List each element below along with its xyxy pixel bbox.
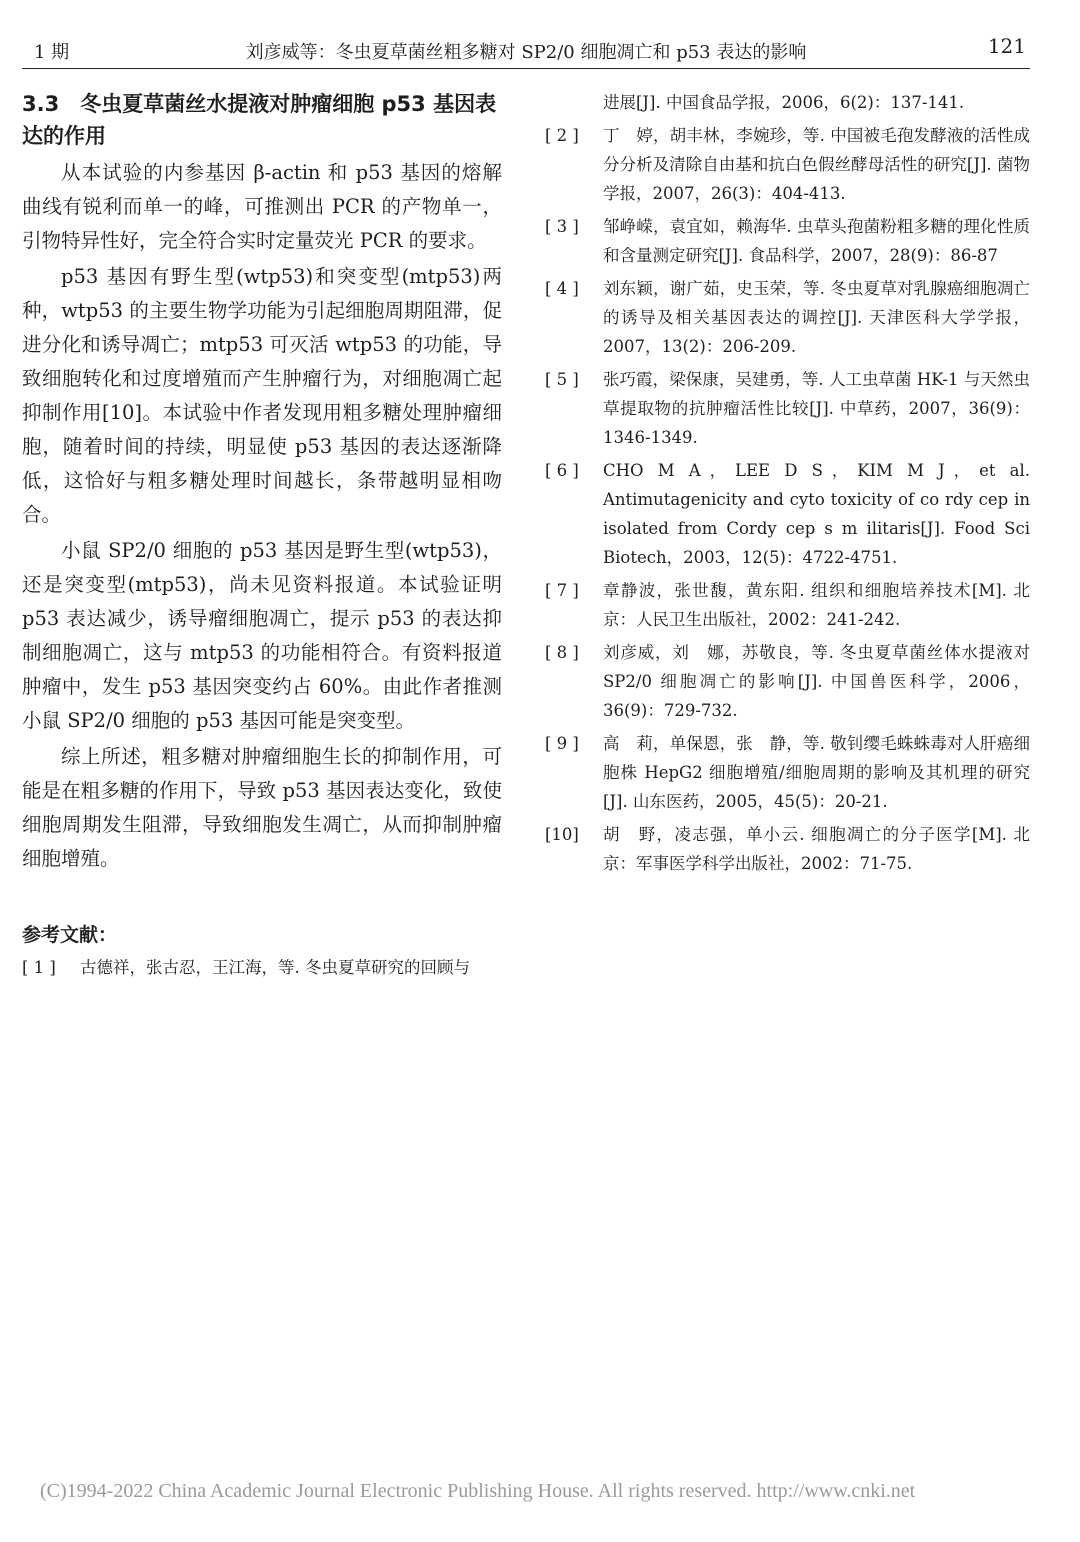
running-title: 刘彦威等：冬虫夏草菌丝粗多糖对 SP2/0 细胞凋亡和 p53 表达的影响 xyxy=(245,42,807,63)
reference-text: CHO M A，LEE D S，KIM M J，et al. Antimutagenicity and cyto toxicity of co rdy cep in isolated from Cordy cep s m ilitaris[J]. Food Sci Biotech，2003，12(5)：4722-4751. xyxy=(603,461,1030,567)
references-heading: 参考文献： xyxy=(22,924,118,946)
reference-text: 章静波，张世馥，黄东阳. 组织和细胞培养技术[M]. 北京：人民卫生出版社，2002：241-242. xyxy=(603,581,1030,629)
right-column xyxy=(545,88,1030,882)
reference-number: [ 5 ] xyxy=(545,370,579,389)
reference-text: 刘东颖，谢广茹，史玉荣，等. 冬虫夏草对乳腺癌细胞凋亡的诱导及相关基因表达的调控[J]. 天津医科大学学报，2007，13(2)：206-209. xyxy=(603,279,1030,356)
reference-text: 胡 野，凌志强，单小云. 细胞凋亡的分子医学[M]. 北京：军事医学科学出版社，2002：71-75. xyxy=(603,825,1030,873)
page-number: 121 xyxy=(987,34,1026,58)
reference-item xyxy=(545,638,1030,725)
reference-text: 刘彦威，刘 娜，苏敬良，等. 冬虫夏草菌丝体水提液对 SP2/0 细胞凋亡的影响[J]. 中国兽医科学，2006，36(9)：729-732. xyxy=(603,643,1030,720)
reference-text: 古德祥，张古忍，王江海，等. 冬虫夏草研究的回顾与 xyxy=(80,958,470,977)
reference-number: [ 1 ] xyxy=(22,958,56,977)
running-header xyxy=(22,28,1030,69)
reference-item xyxy=(545,212,1030,270)
reference-item xyxy=(22,953,502,982)
left-column xyxy=(22,88,502,986)
reference-text: 丁 婷，胡丰林，李婉珍，等. 中国被毛孢发酵液的活性成分分析及清除自由基和抗白色假丝酵母活性的研究[J]. 菌物学报，2007，26(3)：404-413. xyxy=(603,126,1030,203)
reference-number: [ 6 ] xyxy=(545,461,579,480)
body-paragraph: p53 基因有野生型(wtp53)和突变型(mtp53)两种，wtp53 的主要生物学功能为引起细胞周期阻滞，促进分化和诱导凋亡；mtp53 可灭活 wtp53 的功能，导致细胞转化和过度增殖而产生肿瘤行为，对细胞凋亡起抑制作用[10]。本试验中作者发现用粗多糖处理肿瘤细胞，随着时间的持续，明显使 p53 基因的表达逐渐降低，这恰好与粗多糖处理时间越长，条带越明显相吻合。 xyxy=(22,265,502,526)
reference-item xyxy=(545,365,1030,452)
reference-number: [ 7 ] xyxy=(545,581,579,600)
copyright-footer: (C)1994-2022 China Academic Journal Electronic Publishing House. All rights reserved. http://www.cnki.net xyxy=(40,1480,916,1502)
reference-item xyxy=(545,820,1030,878)
reference-number: [ 4 ] xyxy=(545,279,579,298)
body-paragraph: 小鼠 SP2/0 细胞的 p53 基因是野生型(wtp53)，还是突变型(mtp53)，尚未见资料报道。本试验证明 p53 表达减少，诱导瘤细胞凋亡，提示 p53 的表达抑制细胞凋亡，这与 mtp53 的功能相符合。有资料报道肿瘤中，发生 p53 基因突变约占 60%。由此作者推测小鼠 SP2/0 细胞的 p53 基因可能是突变型。 xyxy=(22,539,502,732)
reference-number: [ 3 ] xyxy=(545,217,579,236)
section-heading: 3.3 冬虫夏草菌丝水提液对肿瘤细胞 p53 基因表达的作用 xyxy=(22,92,497,148)
reference-item xyxy=(545,456,1030,572)
issue-number: 1 期 xyxy=(34,42,70,63)
body-paragraph: 从本试验的内参基因 β-actin 和 p53 基因的熔解曲线有锐利而单一的峰，可推测出 PCR 的产物单一，引物特异性好，完全符合实时定量荧光 PCR 的要求。 xyxy=(22,161,502,252)
reference-continuation: 进展[J]. 中国食品学报，2006，6(2)：137-141. xyxy=(603,93,965,112)
reference-number: [ 9 ] xyxy=(545,734,579,753)
reference-item xyxy=(545,729,1030,816)
reference-number: [10] xyxy=(545,825,579,844)
reference-number: [ 2 ] xyxy=(545,126,579,145)
reference-text: 邹峥嵘，袁宜如，赖海华. 虫草头孢菌粉粗多糖的理化性质和含量测定研究[J]. 食品科学，2007，28(9)：86-87 xyxy=(603,217,1030,265)
reference-text: 张巧霞，梁保康，吴建勇，等. 人工虫草菌 HK-1 与天然虫草提取物的抗肿瘤活性比较[J]. 中草药，2007，36(9)：1346-1349. xyxy=(603,370,1030,447)
body-paragraph: 综上所述，粗多糖对肿瘤细胞生长的抑制作用，可能是在粗多糖的作用下，导致 p53 基因表达变化，致使细胞周期发生阻滞，导致细胞发生凋亡，从而抑制肿瘤细胞增殖。 xyxy=(22,745,502,870)
reference-item xyxy=(545,576,1030,634)
reference-text: 高 莉，单保恩，张 静，等. 敬钊缨毛蛛蛛毒对人肝癌细胞株 HepG2 细胞增殖/细胞周期的影响及其机理的研究[J]. 山东医药，2005，45(5)：20-21. xyxy=(603,734,1030,811)
reference-number: [ 8 ] xyxy=(545,643,579,662)
reference-item xyxy=(545,121,1030,208)
reference-item xyxy=(545,274,1030,361)
